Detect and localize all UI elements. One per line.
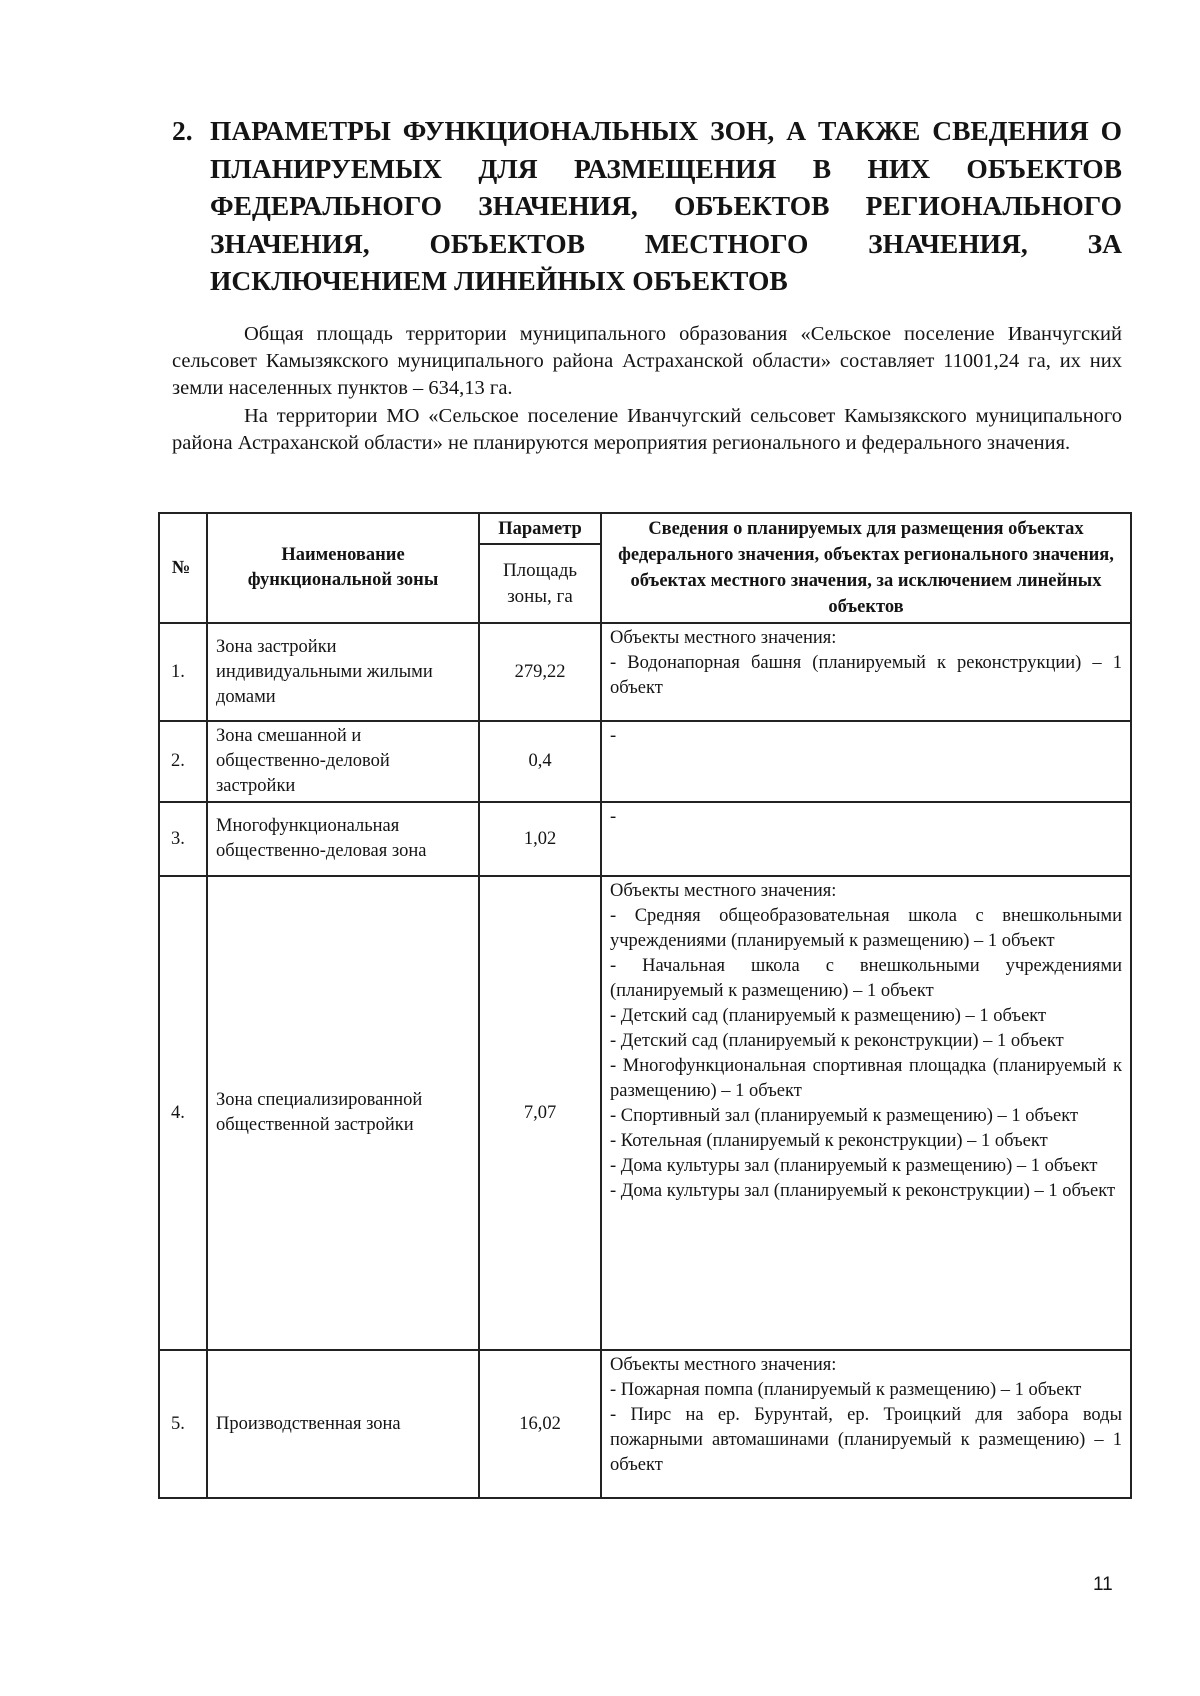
info-line: - <box>610 726 617 746</box>
section-number: 2. <box>172 115 193 146</box>
info-line: - Водонапорная башня (планируемый к реконструкции) – 1 объект <box>610 653 1122 698</box>
section-heading <box>172 112 1122 300</box>
info-line: Объекты местного значения: <box>610 628 837 648</box>
info-line: - Пирс на ер. Бурунтай, ер. Троицкий для забора воды пожарными автомашинами (планируемый к размещению) – 1 объект <box>610 1405 1122 1475</box>
row-zone-name: Многофункциональная общественно-деловая зона <box>207 802 479 876</box>
header-info: Сведения о планируемых для размещения объектах федерального значения, объектах регионального значения, объектах местного значения, за исключением линейных объектов <box>601 513 1131 623</box>
info-line: Объекты местного значения: <box>610 881 837 901</box>
row-info <box>601 1350 1131 1498</box>
row-area: 279,22 <box>479 623 601 721</box>
paragraph-total-area: Общая площадь территории муниципального образования «Сельское поселение Иванчугский сельсовет Камызякского муниципального района Астраханской области» составляет 11001,24 га, их них земли населенных пунктов – 634,13 га. <box>172 323 1122 399</box>
info-line: - Средняя общеобразовательная школа с внешкольными учреждениями (планируемый к размещению) – 1 объект <box>610 906 1122 951</box>
row-zone-name: Зона специализированной общественной застройки <box>207 876 479 1350</box>
row-info <box>601 721 1131 802</box>
info-line: - Дома культуры зал (планируемый к реконструкции) – 1 объект <box>610 1181 1116 1201</box>
row-number: 4. <box>159 876 207 1350</box>
row-area: 16,02 <box>479 1350 601 1498</box>
table-row <box>159 623 1131 721</box>
table-row <box>159 876 1131 1350</box>
table-row <box>159 1350 1131 1498</box>
info-line: - Спортивный зал (планируемый к размещению) – 1 объект <box>610 1106 1079 1126</box>
info-line: - Пожарная помпа (планируемый к размещению) – 1 объект <box>610 1380 1082 1400</box>
paragraph-no-measures: На территории МО «Сельское поселение Иванчугский сельсовет Камызякского муниципального района Астраханской области» не планируются мероприятия регионального и федерального значения. <box>172 405 1122 454</box>
info-line: - Многофункциональная спортивная площадка (планируемый к размещению) – 1 объект <box>610 1056 1122 1101</box>
table-row <box>159 802 1131 876</box>
row-number: 5. <box>159 1350 207 1498</box>
header-area: Площадь зоны, га <box>479 544 601 623</box>
info-line: - Начальная школа с внешкольными учреждениями (планируемый к размещению) – 1 объект <box>610 956 1122 1001</box>
info-line: - Детский сад (планируемый к реконструкции) – 1 объект <box>610 1031 1064 1051</box>
info-line: Объекты местного значения: <box>610 1355 837 1375</box>
row-number: 1. <box>159 623 207 721</box>
header-zone-name: Наименование функциональной зоны <box>207 513 479 623</box>
info-line: - Дома культуры зал (планируемый к размещению) – 1 объект <box>610 1156 1098 1176</box>
row-area: 0,4 <box>479 721 601 802</box>
row-zone-name: Зона смешанной и общественно-деловой застройки <box>207 721 479 802</box>
info-line: - Котельная (планируемый к реконструкции) – 1 объект <box>610 1131 1048 1151</box>
row-number: 3. <box>159 802 207 876</box>
table-row <box>159 721 1131 802</box>
zones-table <box>158 512 1132 1499</box>
row-area: 1,02 <box>479 802 601 876</box>
row-area: 7,07 <box>479 876 601 1350</box>
row-info <box>601 623 1131 721</box>
table-header-row <box>159 513 1131 544</box>
section-title: ПАРАМЕТРЫ ФУНКЦИОНАЛЬНЫХ ЗОН, А ТАКЖЕ СВЕДЕНИЯ О ПЛАНИРУЕМЫХ ДЛЯ РАЗМЕЩЕНИЯ В НИХ ОБЪЕКТОВ ФЕДЕРАЛЬНОГО ЗНАЧЕНИЯ, ОБЪЕКТОВ РЕГИОНАЛЬНОГО ЗНАЧЕНИЯ, ОБЪЕКТОВ МЕСТНОГО ЗНАЧЕНИЯ, ЗА ИСКЛЮЧЕНИЕМ ЛИНЕЙНЫХ ОБЪЕКТОВ <box>210 115 1122 296</box>
row-info <box>601 802 1131 876</box>
info-line: - <box>610 807 617 827</box>
row-number: 2. <box>159 721 207 802</box>
header-num: № <box>159 513 207 623</box>
page-number: 11 <box>1093 1574 1113 1595</box>
header-parameter: Параметр <box>479 513 601 544</box>
info-line: - Детский сад (планируемый к размещению) – 1 объект <box>610 1006 1047 1026</box>
row-zone-name: Зона застройки индивидуальными жилыми домами <box>207 623 479 721</box>
row-info <box>601 876 1131 1350</box>
row-zone-name: Производственная зона <box>207 1350 479 1498</box>
